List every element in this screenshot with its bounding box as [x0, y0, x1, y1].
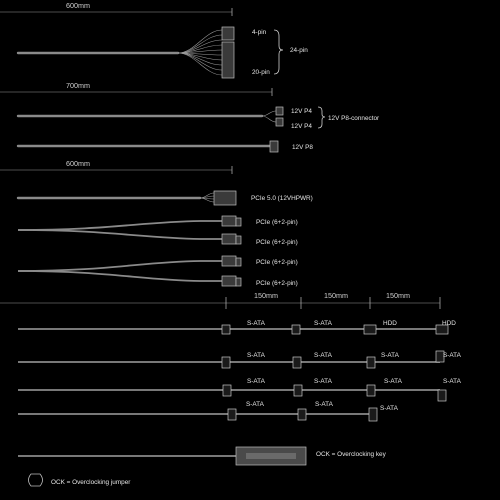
row2-label-1: S-ATA — [247, 352, 265, 359]
sata-row-4 — [18, 401, 399, 421]
row3-label-2: S-ATA — [314, 378, 332, 385]
pcie-label-1: PCIe (6+2-pin) — [256, 219, 298, 226]
atx-brace — [274, 30, 283, 74]
row1-label-3: HDD — [383, 320, 397, 327]
hdd-molex-connector — [364, 325, 376, 334]
dimension-label-700mm: 700mm — [66, 81, 90, 90]
sata-connector — [292, 325, 300, 334]
sata-connector — [369, 408, 377, 421]
sata-connector — [228, 409, 236, 420]
eps-p8-plug — [270, 141, 278, 152]
row4-label-3: S-ATA — [380, 405, 398, 412]
row1-label-1: S-ATA — [247, 320, 265, 327]
atx-4pin-plug — [222, 27, 234, 40]
sata-connector — [222, 357, 230, 368]
pcie-cable-2 — [18, 230, 222, 239]
row3-label-1: S-ATA — [247, 378, 265, 385]
row4-label-1: S-ATA — [246, 401, 264, 408]
ock-jumper-icon — [29, 474, 43, 486]
sata-row-3 — [18, 378, 462, 401]
atx-4pin-label: 4-pin — [252, 29, 267, 36]
atx-20pin-plug — [222, 42, 234, 78]
sata-connector — [367, 357, 375, 368]
row4-label-2: S-ATA — [315, 401, 333, 408]
sata-connector — [293, 357, 301, 368]
pcie-cables — [0, 159, 313, 287]
row1-label-2: S-ATA — [314, 320, 332, 327]
pcie-label-3: PCIe (6+2-pin) — [256, 259, 298, 266]
eps-p8-connector-label: 12V P8-connector — [328, 115, 380, 122]
eps-p4-plug-a — [276, 107, 283, 115]
pcie-cable-3 — [18, 261, 222, 271]
row3-label-4: S-ATA — [443, 378, 461, 385]
atx-20pin-label: 20-pin — [252, 69, 270, 76]
eps-p4-label-b: 12V P4 — [291, 123, 312, 130]
pcie-label-4: PCIe (6+2-pin) — [256, 280, 298, 287]
eps-p8-label: 12V P8 — [292, 144, 313, 151]
sata-connector — [438, 390, 446, 401]
segment-length-2: 150mm — [324, 291, 348, 300]
row3-label-3: S-ATA — [384, 378, 402, 385]
pcie5-12vhpwr-plug — [214, 191, 236, 205]
eps-p4-label-a: 12V P4 — [291, 108, 312, 115]
row2-label-2: S-ATA — [314, 352, 332, 359]
pcie-plug-3 — [222, 256, 236, 266]
row2-label-3: S-ATA — [381, 352, 399, 359]
row1-label-4: HDD — [442, 320, 456, 327]
atx-wire-fanout — [178, 30, 222, 75]
row2-label-4: S-ATA — [443, 352, 461, 359]
ock-section — [18, 447, 387, 486]
segment-length-1: 150mm — [254, 291, 278, 300]
pcie-plug-2 — [222, 234, 236, 244]
pcie5-label: PCIe 5.0 (12VHPWR) — [251, 195, 313, 202]
ock-jumper-label: OCK = Overclocking jumper — [51, 479, 131, 486]
pcie-cable-4 — [18, 271, 222, 281]
sata-connector — [223, 385, 231, 396]
sata-cables — [0, 291, 462, 421]
dimension-label-600mm-pcie: 600mm — [66, 159, 90, 168]
sata-connector — [298, 409, 306, 420]
atx-24pin-cable — [0, 1, 308, 78]
eps-cables — [0, 81, 380, 152]
eps-brace — [318, 107, 325, 128]
sata-connector — [367, 385, 375, 396]
eps-p4-plug-b — [276, 118, 283, 126]
pcie-cable-1 — [18, 221, 222, 230]
sata-connector — [222, 325, 230, 334]
dimension-label-600mm: 600mm — [66, 1, 90, 10]
atx-24pin-label: 24-pin — [290, 47, 308, 54]
sata-row-2 — [18, 351, 462, 368]
pcie-plug-4 — [222, 276, 236, 286]
sata-connector — [294, 385, 302, 396]
pcie-label-2: PCIe (6+2-pin) — [256, 239, 298, 246]
ock-key-label: OCK = Overclocking key — [316, 451, 386, 458]
pcie-plug-1 — [222, 216, 236, 226]
segment-length-3: 150mm — [386, 291, 410, 300]
sata-row-1 — [18, 320, 456, 334]
